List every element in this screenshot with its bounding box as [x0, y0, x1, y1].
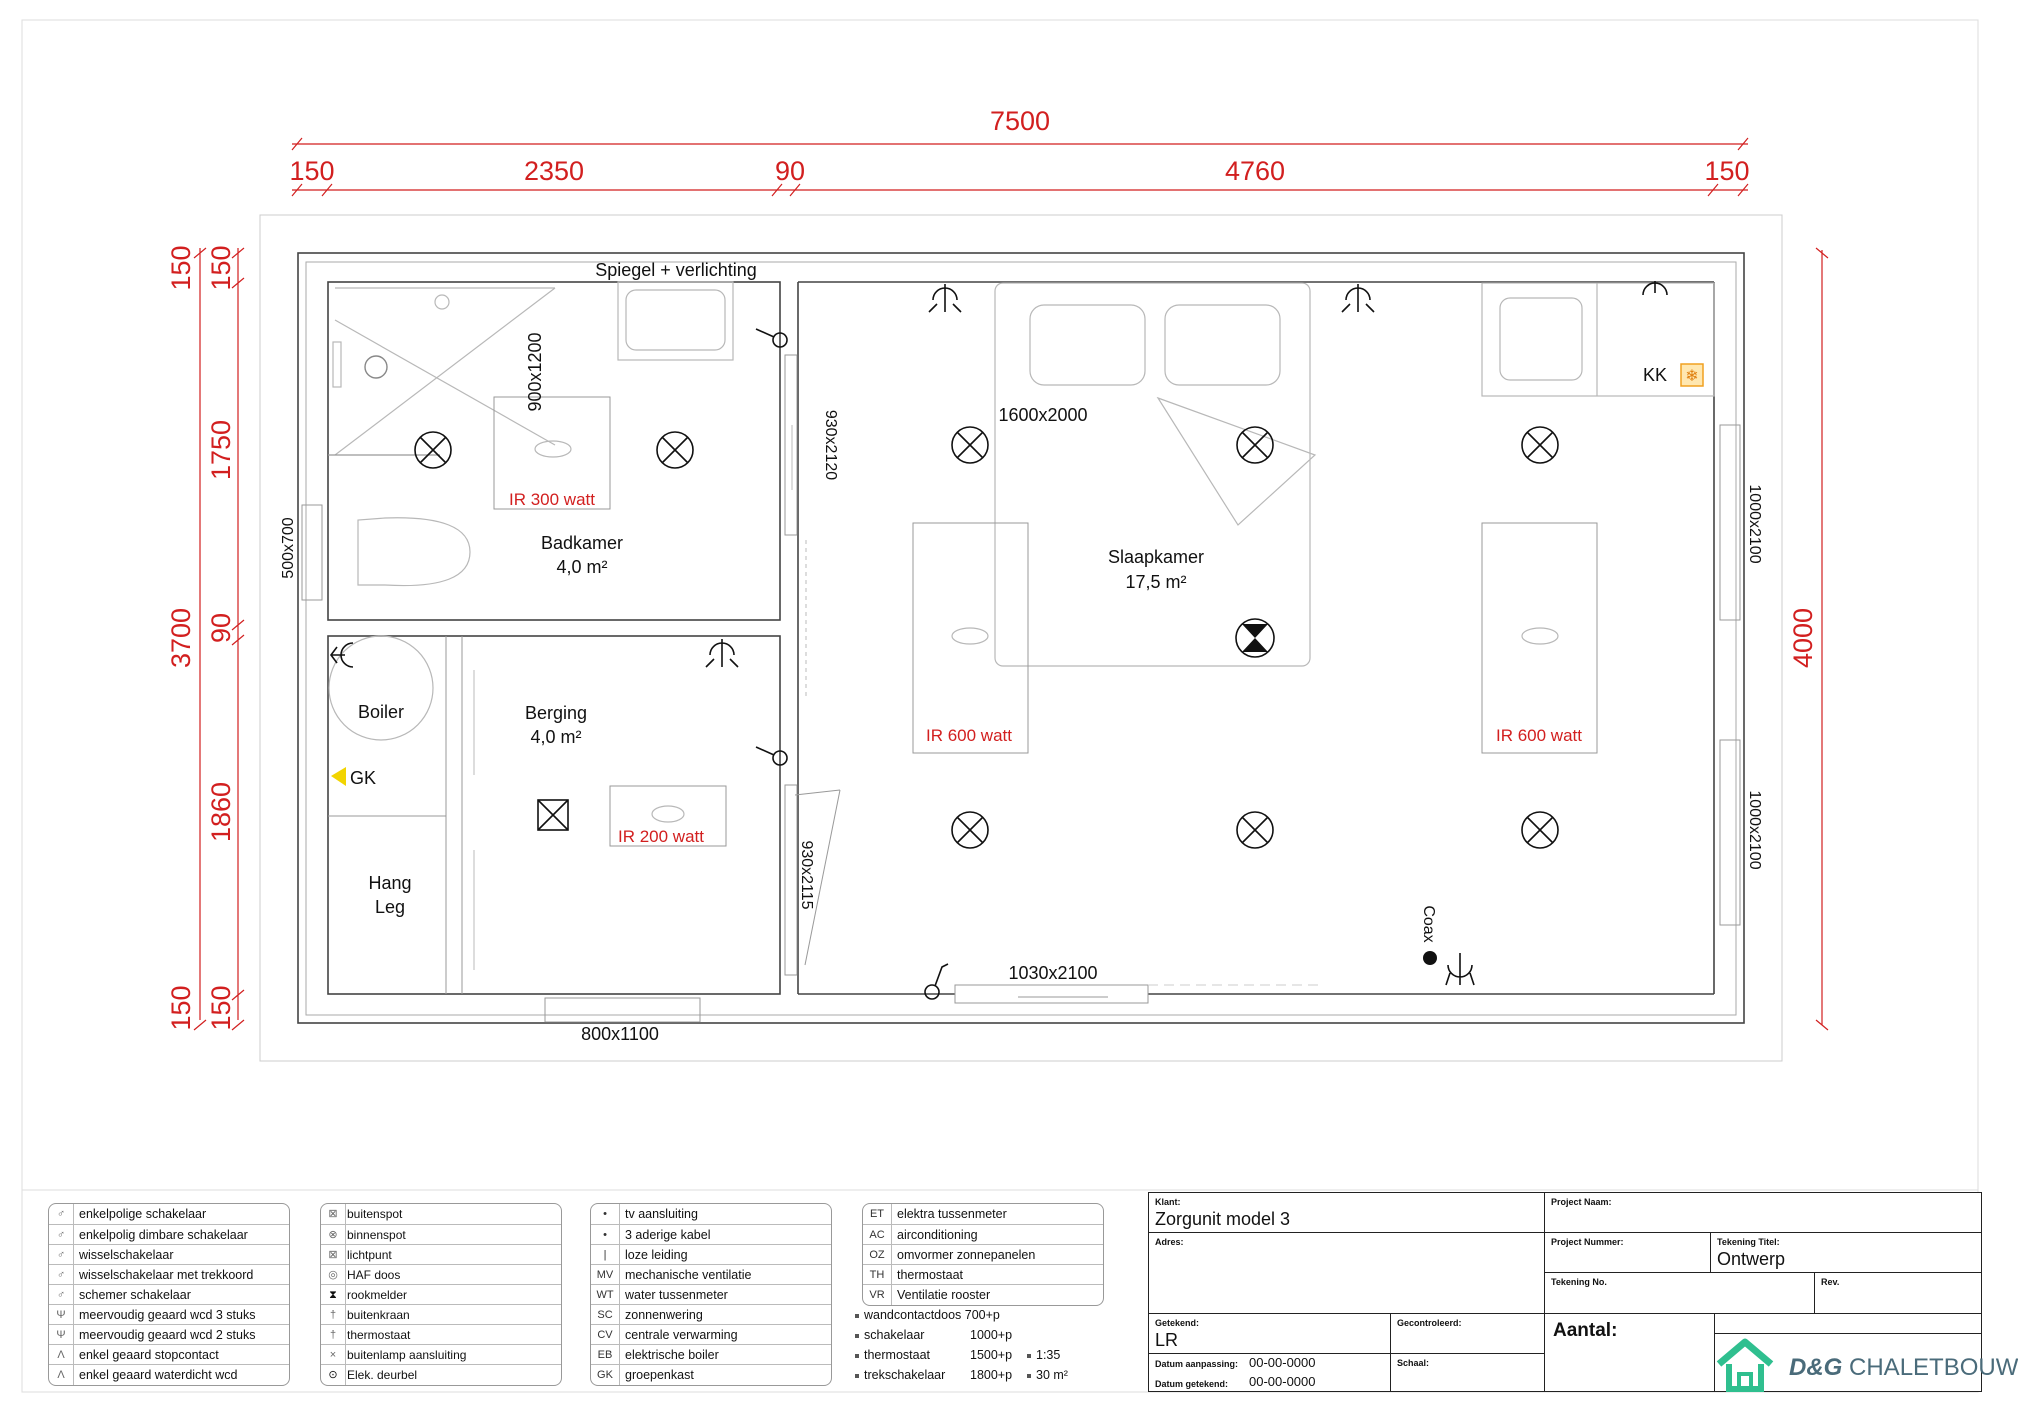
dimbare-schakelaar-icon: ♂	[49, 1225, 74, 1245]
cell-getekend: Getekend: LR	[1149, 1314, 1391, 1354]
legend-row: ⊠ buitenspot	[321, 1204, 561, 1224]
lichtpunt-icon	[952, 427, 988, 463]
lichtpunt-icon	[1522, 812, 1558, 848]
label-door-berging: 930x2115	[798, 840, 815, 910]
dimension-left	[166, 245, 244, 1030]
waterdicht-wcd-icon: Ʌ	[49, 1365, 74, 1385]
label-shower-size: 900x1200	[525, 332, 545, 412]
legend-row: MV mechanische ventilatie	[591, 1264, 831, 1285]
cell-adres: Adres:	[1149, 1233, 1545, 1314]
legend-row: AC airconditioning	[863, 1224, 1103, 1245]
legend-row: CV centrale verwarming	[591, 1324, 831, 1345]
dim-left-top-outer: 150	[166, 245, 196, 291]
note-trekschakelaar-value: 1800+p	[970, 1368, 1013, 1382]
label-leg: Leg	[374, 897, 406, 917]
wcd-3-icon: Ψ	[49, 1305, 74, 1325]
legend-row: • tv aansluiting	[591, 1204, 831, 1224]
label-window-right-bottom: 1000x2100	[1746, 790, 1763, 870]
stopcontact-icon	[1342, 284, 1374, 312]
groepenkast-icon	[331, 767, 346, 786]
dim-left-inner-top: 150	[206, 245, 236, 291]
cell-gecontroleerd: Gecontroleerd:	[1391, 1314, 1545, 1354]
scale-area: 30 m²	[1027, 1368, 1068, 1382]
label-hang: Hang	[368, 873, 412, 893]
cell-schaal: Schaal:	[1391, 1354, 1545, 1391]
berging-area: 4,0 m²	[530, 727, 582, 747]
stopcontact-icon	[929, 284, 961, 312]
tv-aansluiting-icon: •	[591, 1204, 620, 1224]
legend-row: Ψ meervoudig geaard wcd 2 stuks	[49, 1324, 289, 1345]
label-window-bath: 500x700	[280, 517, 297, 579]
legend-row: ET elektra tussenmeter	[863, 1204, 1103, 1224]
cell-rev: Rev.	[1815, 1273, 1981, 1314]
buitenkraan-icon: †	[321, 1305, 346, 1325]
legend-row: GK groepenkast	[591, 1364, 831, 1385]
cell-datum: Datum aanpassing: 00-00-0000 Datum getekend: 00-00-0000	[1149, 1354, 1391, 1391]
dim-top-4: 4760	[1224, 156, 1286, 186]
label-spiegel: Spiegel + verlichting	[595, 260, 757, 280]
legend-row: ♂ schemer schakelaar	[49, 1284, 289, 1305]
dim-left-inner-mid: 90	[206, 612, 236, 644]
aantal-label: Aantal:	[1553, 1320, 1618, 1341]
label-boiler: Boiler	[357, 702, 405, 722]
lichtpunt-icon	[657, 432, 693, 468]
buitenlamp-icon: ×	[321, 1345, 346, 1365]
haf-doos-icon	[538, 800, 568, 830]
note-schakelaar: schakelaar	[855, 1328, 924, 1342]
thermostaat-icon: †	[321, 1325, 346, 1345]
haf-doos-icon: ◎	[321, 1265, 346, 1285]
cell-klant: Klant: Zorgunit model 3	[1149, 1193, 1545, 1233]
label-ir-600-left: IR 600 watt	[926, 726, 1012, 745]
dim-top-3: 90	[774, 156, 806, 186]
waterdicht-wcd-icon	[1446, 953, 1474, 985]
legend-switches	[48, 1203, 290, 1386]
brand-name: D&G CHALETBOUW	[1789, 1354, 2018, 1381]
cell-aantal	[1545, 1314, 1715, 1391]
legend-row: ⊠ lichtpunt	[321, 1244, 561, 1265]
schakelaar-icon	[756, 329, 787, 347]
slaapkamer-name: Slaapkamer	[1107, 547, 1205, 567]
kabel-icon: •	[591, 1225, 620, 1245]
label-gk: GK	[350, 768, 377, 788]
cell-tekening-titel: Tekening Titel: Ontwerp	[1711, 1233, 1981, 1273]
title-block	[1148, 1192, 2018, 1392]
legend-lighting	[320, 1203, 562, 1386]
legend-row: SC zonnenwering	[591, 1304, 831, 1325]
lichtpunt-icon	[1237, 812, 1273, 848]
svg-text:❄: ❄	[1685, 368, 1699, 385]
legend-row: ♂ enkelpolig dimbare schakelaar	[49, 1224, 289, 1245]
note-wcd: wandcontactdoos 700+p	[855, 1308, 1000, 1322]
legend-row: ♂ enkelpolige schakelaar	[49, 1204, 289, 1224]
label-window-bottom: 800x1100	[581, 1024, 659, 1044]
dimension-top	[289, 106, 1749, 196]
label-coax: Coax	[1420, 905, 1437, 943]
legend-row: † buitenkraan	[321, 1304, 561, 1325]
deurbel-icon: ⊙	[321, 1365, 346, 1385]
lichtpunt-icon	[1522, 427, 1558, 463]
legend-row: WT water tussenmeter	[591, 1284, 831, 1305]
legend-row: ⊙ Elek. deurbel	[321, 1364, 561, 1385]
legend-row: × buitenlamp aansluiting	[321, 1344, 561, 1365]
loze-leiding-icon: |	[591, 1245, 620, 1265]
legend-row: VR Ventilatie rooster	[863, 1284, 1103, 1305]
label-ir-200: IR 200 watt	[618, 827, 704, 846]
dim-left-1860: 1860	[206, 781, 236, 843]
slaapkamer-area: 17,5 m²	[1125, 572, 1187, 592]
legend-row: † thermostaat	[321, 1324, 561, 1345]
legend-row: OZ omvormer zonnepanelen	[863, 1244, 1103, 1265]
dim-top-5: 150	[1704, 156, 1750, 186]
scale-ratio: 1:35	[1027, 1348, 1060, 1362]
legend-row: ♂ wisselschakelaar	[49, 1244, 289, 1265]
cell-project-naam: Project Naam:	[1545, 1193, 1981, 1233]
legend-row: ⧗ rookmelder	[321, 1284, 561, 1305]
cell-blank	[1715, 1314, 1981, 1334]
tekening-titel-value: Ontwerp	[1717, 1249, 1786, 1269]
wisselschakelaar-icon: ♂	[49, 1245, 74, 1265]
label-kk: KK	[1642, 365, 1668, 385]
legend-row: EB elektrische boiler	[591, 1344, 831, 1365]
dim-left-1750: 1750	[206, 419, 236, 481]
enkelpolige-schakelaar-icon: ♂	[49, 1204, 74, 1224]
lichtpunt-icon: ⊠	[321, 1245, 346, 1265]
dim-left-3700: 3700	[166, 607, 196, 669]
rookmelder-icon: ⧗	[321, 1285, 346, 1305]
label-bed-size: 1600x2000	[998, 405, 1088, 425]
label-front-door: 1030x2100	[1008, 963, 1098, 983]
schakelaar-icon	[756, 747, 787, 765]
plan-labels	[280, 260, 1763, 1044]
dim-top-2: 2350	[523, 156, 585, 186]
badkamer-name: Badkamer	[540, 533, 624, 553]
legend-row: Ψ meervoudig geaard wcd 3 stuks	[49, 1304, 289, 1325]
getekend-value: LR	[1155, 1330, 1179, 1350]
legend-row: ◎ HAF doos	[321, 1264, 561, 1285]
label-ir-600-right: IR 600 watt	[1496, 726, 1582, 745]
note-thermostaat: thermostaat	[855, 1348, 930, 1362]
dimension-right	[1788, 248, 1828, 1030]
airco-icon	[1681, 364, 1703, 386]
badkamer-area: 4,0 m²	[556, 557, 608, 577]
datum-aanpassing-value: 00-00-0000	[1249, 1355, 1316, 1370]
klant-value: Zorgunit model 3	[1155, 1209, 1291, 1229]
lichtpunt-icon	[415, 432, 451, 468]
binnenspot-icon: ⊗	[321, 1225, 346, 1245]
lichtpunt-icon	[952, 812, 988, 848]
dim-total-width: 7500	[989, 106, 1051, 136]
label-door-bath: 930x2120	[822, 409, 839, 481]
legend-row: | loze leiding	[591, 1244, 831, 1265]
company-logo	[1715, 1334, 2018, 1391]
legend-row: TH thermostaat	[863, 1264, 1103, 1285]
legend-row: • 3 aderige kabel	[591, 1224, 831, 1245]
rookmelder-icon	[1236, 619, 1274, 657]
label-window-right-top: 1000x2100	[1746, 484, 1763, 564]
dim-top-1: 150	[289, 156, 335, 186]
legend-row: ⊗ binnenspot	[321, 1224, 561, 1245]
note-trekschakelaar: trekschakelaar	[855, 1368, 945, 1382]
legend-cabling	[590, 1203, 832, 1386]
legend-installations	[862, 1203, 1104, 1306]
dim-left-inner-bottom: 150	[206, 985, 236, 1031]
coax-icon	[1423, 951, 1437, 965]
cell-project-nummer: Project Nummer:	[1545, 1233, 1711, 1273]
buitenspot-icon: ⊠	[321, 1204, 346, 1224]
note-thermostaat-value: 1500+p	[970, 1348, 1013, 1362]
wcd-2-icon: Ψ	[49, 1325, 74, 1345]
note-schakelaar-value: 1000+p	[970, 1328, 1013, 1342]
dim-left-bottom-outer: 150	[166, 985, 196, 1031]
mounting-heights	[855, 1308, 1115, 1388]
dim-right-4000: 4000	[1788, 607, 1818, 669]
trekkoord-schakelaar-icon: ♂	[49, 1265, 74, 1285]
cell-tekening-no: Tekening No.	[1545, 1273, 1815, 1314]
legend-row: Ʌ enkel geaard stopcontact	[49, 1344, 289, 1365]
building-walls	[260, 215, 1782, 1061]
schemer-schakelaar-icon: ♂	[49, 1285, 74, 1305]
label-ir-300: IR 300 watt	[509, 490, 595, 509]
berging-name: Berging	[524, 703, 588, 723]
markers	[331, 364, 1703, 965]
legend-row: Ʌ enkel geaard waterdicht wcd	[49, 1364, 289, 1385]
stopcontact-icon	[706, 639, 738, 667]
house-logo-icon	[1715, 1334, 1775, 1391]
stopcontact-icon: Ʌ	[49, 1345, 74, 1365]
lichtpunt-icon	[1237, 427, 1273, 463]
datum-getekend-value: 00-00-0000	[1249, 1374, 1316, 1389]
legend-row: ♂ wisselschakelaar met trekkoord	[49, 1264, 289, 1285]
